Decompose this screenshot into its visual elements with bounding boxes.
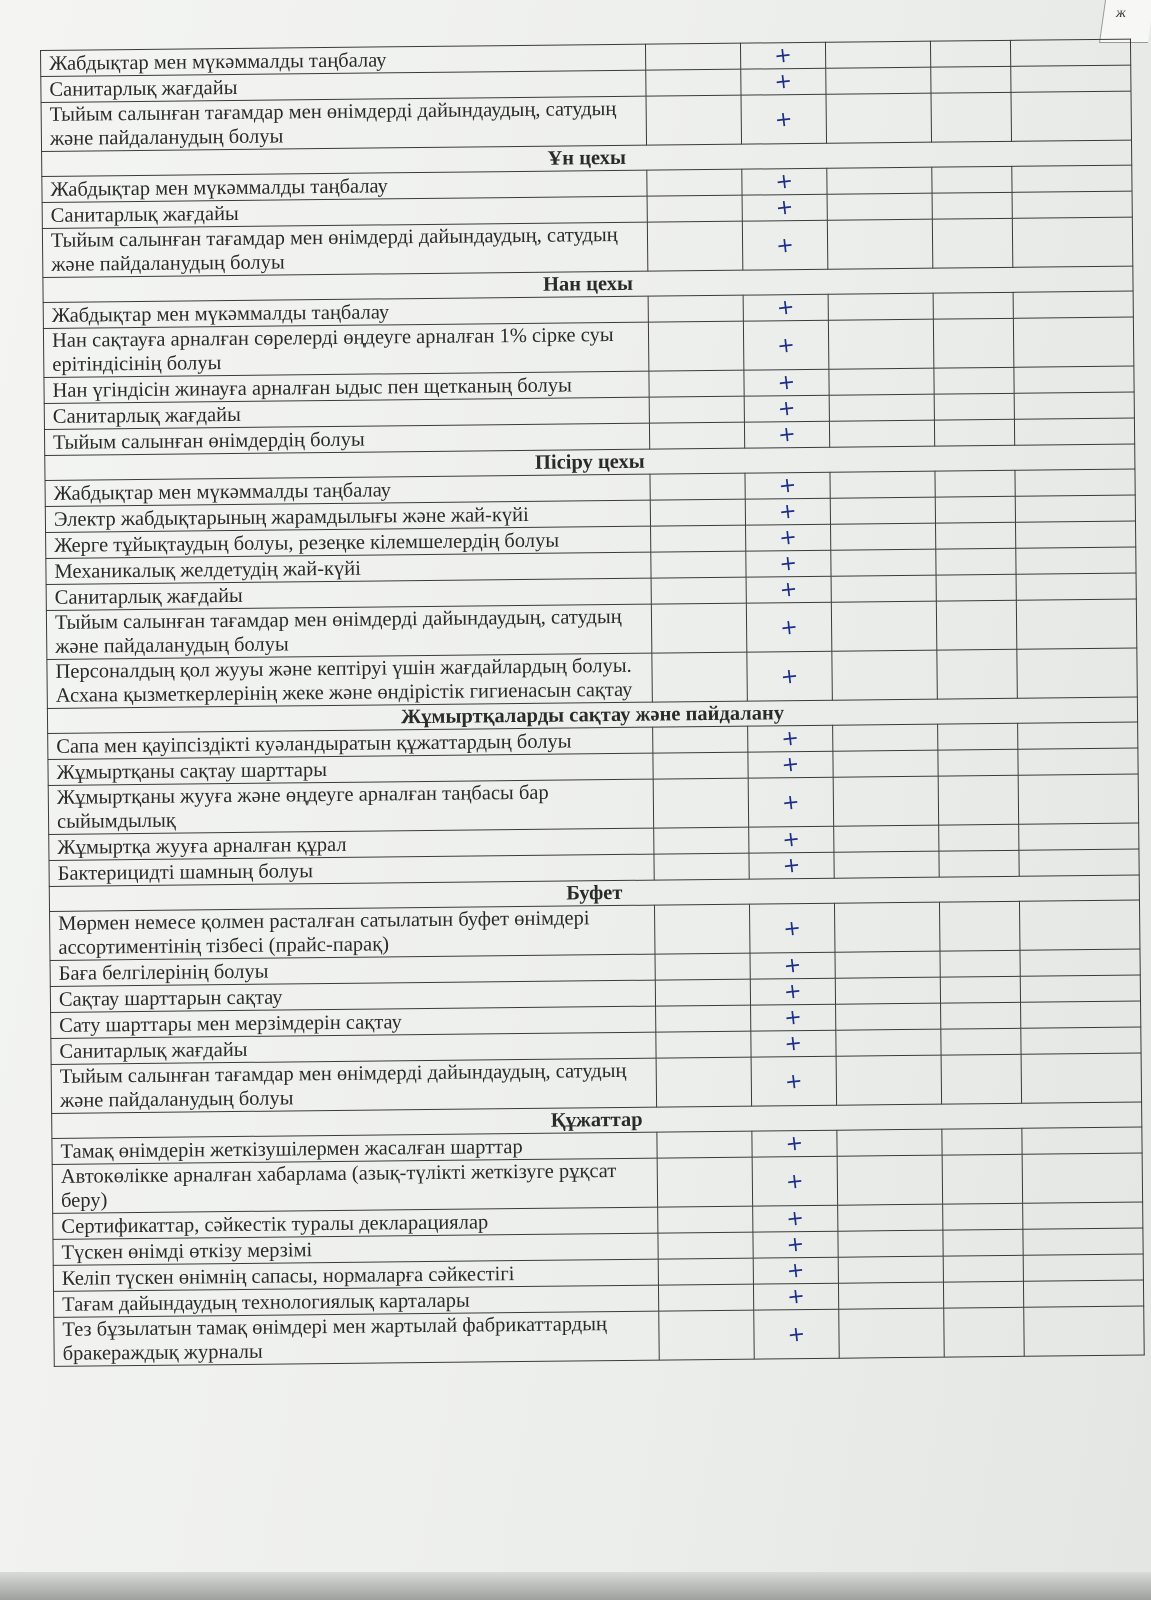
- empty-cell: [830, 497, 935, 524]
- empty-cell: [834, 851, 939, 878]
- empty-cell: [835, 951, 940, 978]
- handwritten-plus-mark: +: [775, 294, 796, 321]
- empty-cell: [939, 901, 1020, 951]
- empty-cell: [1012, 165, 1132, 192]
- empty-cell: [838, 1204, 943, 1231]
- empty-cell: [1011, 65, 1131, 92]
- empty-cell: [651, 551, 746, 578]
- empty-cell: [654, 904, 750, 954]
- empty-cell: [828, 293, 933, 320]
- empty-cell: [937, 649, 1018, 699]
- empty-cell: [656, 1005, 751, 1032]
- empty-cell: [836, 1003, 941, 1030]
- compliance-cell: [747, 651, 833, 701]
- requirement-text: Тыйым салынған тағамдар мен өнімдерді дайындаудың, сатудың және пайдаланудың болуы: [41, 96, 646, 151]
- handwritten-plus-mark: +: [780, 725, 801, 752]
- empty-cell: [647, 169, 742, 196]
- empty-cell: [1023, 1280, 1143, 1307]
- compliance-cell: [746, 602, 832, 652]
- empty-cell: [1010, 39, 1130, 66]
- requirement-text: Тыйым салынған тағамдар мен өнімдерді дайындаудың, сатудың және пайдаланудың болуы: [46, 604, 651, 659]
- compliance-cell: [750, 978, 835, 1005]
- handwritten-plus-mark: +: [786, 1320, 807, 1347]
- handwritten-plus-mark: +: [780, 788, 802, 815]
- handwritten-plus-mark: +: [781, 852, 802, 879]
- handwritten-plus-mark: +: [784, 1167, 805, 1194]
- empty-cell: [839, 1308, 945, 1358]
- empty-cell: [838, 1230, 943, 1257]
- handwritten-plus-mark: +: [776, 395, 797, 422]
- compliance-cell: [751, 1030, 836, 1057]
- handwritten-plus-mark: +: [785, 1257, 806, 1284]
- requirement-text: Санитарлық жағдайы: [41, 70, 646, 102]
- handwritten-plus-mark: +: [772, 42, 794, 69]
- empty-cell: [825, 41, 930, 68]
- compliance-cell: [742, 168, 827, 195]
- empty-cell: [940, 976, 1020, 1003]
- empty-cell: [833, 724, 938, 751]
- handwritten-plus-mark: +: [782, 978, 804, 1005]
- empty-cell: [942, 1128, 1022, 1155]
- requirement-text: Тағам дайындаудың технологиялық карталары: [54, 1285, 659, 1317]
- empty-cell: [939, 850, 1019, 877]
- empty-cell: [829, 420, 934, 447]
- empty-cell: [830, 471, 935, 498]
- requirement-text: Санитарлық жағдайы: [51, 1032, 656, 1064]
- empty-cell: [647, 221, 743, 271]
- section-title: Буфет: [49, 875, 1139, 911]
- handwritten-plus-mark: +: [778, 613, 800, 640]
- requirement-text: Бактерицидті шамның болуы: [49, 854, 654, 886]
- empty-cell: [833, 776, 939, 826]
- requirement-text: Жабдықтар мен мүкәммалды таңбалау: [42, 170, 647, 202]
- requirement-text: Электр жабдықтарының жарамдылығы және жай-күйі: [45, 500, 650, 532]
- compliance-cell: [751, 1004, 836, 1031]
- empty-cell: [1018, 722, 1138, 749]
- compliance-cell: [740, 42, 825, 69]
- compliance-cell: [750, 952, 835, 979]
- compliance-cell: [745, 472, 830, 499]
- adjacent-page-corner: [1099, 0, 1151, 43]
- compliance-cell: [753, 1257, 838, 1284]
- handwritten-plus-mark: +: [782, 952, 803, 979]
- empty-cell: [936, 600, 1017, 650]
- requirement-text: Персоналдың қол жууы және кептіруі үшін жағдайлардың болуы. Асхана қызметкерлерінің жеке және өндірістік гигиенасын сақтау: [47, 653, 652, 708]
- empty-cell: [653, 778, 749, 828]
- empty-cell: [1023, 1202, 1143, 1229]
- empty-cell: [943, 1281, 1023, 1308]
- empty-cell: [1016, 547, 1136, 574]
- empty-cell: [938, 775, 1019, 825]
- handwritten-plus-mark: +: [784, 1130, 805, 1157]
- empty-cell: [1016, 573, 1136, 600]
- empty-cell: [935, 496, 1015, 523]
- handwritten-plus-mark: +: [783, 1067, 804, 1094]
- empty-cell: [654, 853, 749, 880]
- empty-cell: [1019, 900, 1140, 950]
- compliance-cell: [744, 421, 829, 448]
- empty-cell: [1018, 774, 1139, 824]
- empty-cell: [1013, 317, 1134, 367]
- empty-cell: [936, 522, 1016, 549]
- section-title: Жұмыртқаларды сақтау және пайдалану: [47, 697, 1137, 733]
- handwritten-plus-mark: +: [778, 576, 799, 603]
- empty-cell: [655, 953, 750, 980]
- empty-cell: [646, 69, 741, 96]
- requirement-text: Келіп түскен өнімнің сапасы, нормаларға сәйкестігі: [53, 1259, 658, 1291]
- empty-cell: [1021, 1001, 1141, 1028]
- empty-cell: [1023, 1228, 1143, 1255]
- empty-cell: [651, 525, 746, 552]
- empty-cell: [938, 749, 1018, 776]
- empty-cell: [934, 419, 1014, 446]
- empty-cell: [933, 318, 1014, 368]
- requirement-text: Нан үгіндісін жинауға арналған ыдыс пен щетканың болуы: [44, 371, 649, 403]
- compliance-cell: [748, 725, 833, 752]
- checklist-sheet: [40, 39, 1144, 1367]
- empty-cell: [1023, 1254, 1143, 1281]
- empty-cell: [934, 393, 1014, 420]
- empty-cell: [1014, 366, 1134, 393]
- compliance-cell: [748, 777, 834, 827]
- empty-cell: [653, 752, 748, 779]
- empty-cell: [1015, 521, 1135, 548]
- checklist-rows: [41, 39, 1145, 1366]
- section-title: Пісіру цехы: [45, 444, 1135, 480]
- empty-cell: [1019, 849, 1139, 876]
- handwritten-plus-mark: +: [777, 472, 798, 499]
- empty-cell: [930, 40, 1010, 67]
- compliance-cell: [744, 395, 829, 422]
- empty-cell: [651, 577, 746, 604]
- empty-cell: [1020, 975, 1140, 1002]
- requirement-text: Тыйым салынған тағамдар мен өнімдерді дайындаудың, сатудың және пайдаланудың болуы: [42, 222, 647, 277]
- empty-cell: [657, 1131, 752, 1158]
- empty-cell: [1011, 91, 1132, 141]
- section-title: Нан цехы: [43, 266, 1133, 302]
- empty-cell: [838, 1282, 943, 1309]
- empty-cell: [943, 1255, 1023, 1282]
- compliance-cell: [748, 751, 833, 778]
- empty-cell: [834, 825, 939, 852]
- requirement-text: Санитарлық жағдайы: [42, 196, 647, 228]
- compliance-cell: [754, 1309, 840, 1359]
- empty-cell: [936, 574, 1016, 601]
- empty-cell: [942, 1154, 1023, 1204]
- empty-cell: [658, 1258, 753, 1285]
- empty-cell: [1014, 392, 1134, 419]
- empty-cell: [1015, 495, 1135, 522]
- requirement-text: Сақтау шарттарын сақтау: [50, 980, 655, 1012]
- requirement-text: Сату шарттары мен мерзімдерін сақтау: [51, 1006, 656, 1038]
- handwritten-plus-mark: +: [773, 68, 794, 95]
- empty-cell: [832, 650, 938, 700]
- photo-edge-shadow: [0, 1572, 1151, 1600]
- handwritten-plus-mark: +: [777, 498, 798, 525]
- handwritten-plus-mark: +: [781, 826, 802, 853]
- compliance-cell: [749, 826, 834, 853]
- requirement-text: Түскен өнімді өткізу мерзімі: [53, 1233, 658, 1265]
- handwritten-plus-mark: +: [774, 231, 796, 258]
- empty-cell: [658, 1232, 753, 1259]
- empty-cell: [1021, 1053, 1142, 1103]
- empty-cell: [941, 1002, 1021, 1029]
- empty-cell: [933, 292, 1013, 319]
- handwritten-plus-mark: +: [782, 914, 803, 941]
- empty-cell: [932, 218, 1013, 268]
- compliance-cell: [753, 1231, 838, 1258]
- handwritten-plus-mark: +: [783, 1030, 804, 1057]
- empty-cell: [1012, 217, 1133, 267]
- empty-cell: [647, 195, 742, 222]
- empty-cell: [827, 193, 932, 220]
- empty-cell: [826, 93, 932, 143]
- handwritten-plus-mark: +: [774, 168, 795, 195]
- empty-cell: [833, 750, 938, 777]
- requirement-text: Тыйым салынған өнімдердің болуы: [44, 423, 649, 455]
- requirement-text: Жұмыртқа жууға арналған құрал: [49, 828, 654, 860]
- empty-cell: [658, 1206, 753, 1233]
- requirement-text: Тыйым салынған тағамдар мен өнімдерді дайындаудың, сатудың және пайдаланудың болуы: [51, 1058, 656, 1113]
- empty-cell: [831, 575, 936, 602]
- handwritten-plus-mark: +: [780, 751, 801, 778]
- handwritten-plus-mark: +: [783, 1004, 804, 1031]
- empty-cell: [649, 370, 744, 397]
- handwritten-plus-mark: +: [775, 331, 797, 358]
- compliance-cell: [744, 369, 829, 396]
- empty-cell: [828, 319, 934, 369]
- section-title: Құжаттар: [52, 1102, 1142, 1138]
- empty-cell: [658, 1284, 753, 1311]
- empty-cell: [831, 549, 936, 576]
- requirement-text: Мөрмен немесе қолмен расталған сатылатын буфет өнімдері ассортиментінің тізбесі (прайс-парақ): [50, 905, 655, 960]
- compliance-cell: [746, 576, 831, 603]
- handwritten-plus-mark: +: [773, 105, 794, 132]
- requirement-text: Сапа мен қауіпсіздікті куәландыратын құжаттардың болуы: [48, 727, 653, 759]
- empty-cell: [836, 1055, 942, 1105]
- requirement-text: Жабдықтар мен мүкәммалды таңбалау: [45, 474, 650, 506]
- requirement-text: Жабдықтар мен мүкәммалды таңбалау: [41, 44, 646, 76]
- requirement-text: Санитарлық жағдайы: [44, 397, 649, 429]
- empty-cell: [829, 394, 934, 421]
- empty-cell: [659, 1310, 755, 1360]
- handwritten-plus-mark: +: [785, 1283, 807, 1310]
- empty-cell: [645, 43, 740, 70]
- empty-cell: [1015, 469, 1135, 496]
- compliance-cell: [742, 220, 828, 270]
- empty-cell: [836, 1029, 941, 1056]
- empty-cell: [654, 827, 749, 854]
- empty-cell: [831, 523, 936, 550]
- empty-cell: [938, 723, 1018, 750]
- empty-cell: [653, 726, 748, 753]
- empty-cell: [827, 219, 933, 269]
- handwritten-plus-mark: +: [779, 662, 800, 689]
- empty-cell: [834, 902, 940, 952]
- empty-cell: [649, 396, 744, 423]
- empty-cell: [648, 321, 744, 371]
- empty-cell: [931, 66, 1011, 93]
- requirement-text: Жұмыртқаны сақтау шарттары: [48, 753, 653, 785]
- empty-cell: [657, 1157, 753, 1207]
- empty-cell: [649, 422, 744, 449]
- empty-cell: [838, 1256, 943, 1283]
- empty-cell: [935, 470, 1015, 497]
- compliance-cell: [749, 903, 835, 953]
- empty-cell: [1012, 191, 1132, 218]
- requirement-text: Жұмыртқаны жууға және өңдеуге арналған таңбасы бар сыйымдылық: [48, 779, 653, 834]
- empty-cell: [826, 67, 931, 94]
- empty-cell: [1022, 1127, 1142, 1154]
- empty-cell: [650, 499, 745, 526]
- empty-cell: [656, 1031, 751, 1058]
- empty-cell: [646, 95, 742, 145]
- section-title: Ұн цехы: [42, 140, 1132, 176]
- handwritten-plus-mark: +: [778, 550, 799, 577]
- empty-cell: [936, 548, 1016, 575]
- empty-cell: [1017, 648, 1138, 698]
- compliance-cell: [752, 1130, 837, 1157]
- corner-text: ж: [1115, 6, 1127, 21]
- requirement-text: Санитарлық жағдайы: [46, 578, 651, 610]
- compliance-cell: [751, 1056, 837, 1106]
- compliance-cell: [753, 1205, 838, 1232]
- empty-cell: [939, 824, 1019, 851]
- empty-cell: [1016, 599, 1137, 649]
- compliance-cell: [742, 194, 827, 221]
- compliance-cell: [753, 1283, 838, 1310]
- empty-cell: [1019, 823, 1139, 850]
- compliance-cell: [741, 94, 827, 144]
- empty-cell: [941, 1028, 1021, 1055]
- empty-cell: [651, 603, 747, 653]
- handwritten-plus-mark: +: [778, 524, 799, 551]
- compliance-cell: [746, 550, 831, 577]
- empty-cell: [648, 295, 743, 322]
- empty-cell: [932, 192, 1012, 219]
- requirement-text: Тамақ өнімдерін жеткізушілермен жасалған шарттар: [52, 1132, 657, 1164]
- empty-cell: [1024, 1306, 1145, 1356]
- handwritten-plus-mark: +: [785, 1205, 806, 1232]
- requirement-text: Баға белгілерінің болуы: [50, 954, 655, 986]
- handwritten-plus-mark: +: [776, 421, 798, 448]
- empty-cell: [944, 1307, 1025, 1357]
- empty-cell: [650, 473, 745, 500]
- requirement-text: Тез бұзылатын тамақ өнімдері мен жартылай фабрикаттардың бракераждық журналы: [54, 1311, 659, 1366]
- requirement-text: Жерге тұйықтаудың болуы, резеңке кілемшелердің болуы: [46, 526, 651, 558]
- handwritten-plus-mark: +: [776, 369, 797, 396]
- empty-cell: [1022, 1153, 1143, 1203]
- compliance-cell: [746, 524, 831, 551]
- handwritten-plus-mark: +: [774, 194, 795, 221]
- compliance-cell: [749, 852, 834, 879]
- compliance-cell: [741, 68, 826, 95]
- empty-cell: [1013, 291, 1133, 318]
- requirement-text: Автокөлікке арналған хабарлама (азық-түлікті жеткізуге рұқсат беру): [52, 1158, 657, 1213]
- empty-cell: [1021, 1027, 1141, 1054]
- empty-cell: [831, 601, 937, 651]
- empty-cell: [829, 368, 934, 395]
- empty-cell: [827, 167, 932, 194]
- requirement-text: Механикалық желдетудің жай-күйі: [46, 552, 651, 584]
- empty-cell: [941, 1054, 1022, 1104]
- requirement-text: Нан сақтауға арналған сөрелерді өңдеуге арналған 1% сірке суы ерітіндісінің болуы: [43, 322, 648, 377]
- checklist-table: [40, 39, 1145, 1367]
- empty-cell: [943, 1203, 1023, 1230]
- empty-cell: [652, 652, 748, 702]
- empty-cell: [656, 1057, 752, 1107]
- empty-cell: [934, 367, 1014, 394]
- requirement-text: Сертификаттар, сәйкестік туралы декларациялар: [53, 1207, 658, 1239]
- empty-cell: [931, 92, 1012, 142]
- empty-cell: [1018, 748, 1138, 775]
- empty-cell: [940, 950, 1020, 977]
- empty-cell: [943, 1229, 1023, 1256]
- compliance-cell: [745, 498, 830, 525]
- empty-cell: [932, 166, 1012, 193]
- compliance-cell: [752, 1156, 838, 1206]
- empty-cell: [837, 1155, 943, 1205]
- handwritten-plus-mark: +: [785, 1231, 806, 1258]
- compliance-cell: [743, 320, 829, 370]
- empty-cell: [655, 979, 750, 1006]
- empty-cell: [1020, 949, 1140, 976]
- compliance-cell: [743, 294, 828, 321]
- requirement-text: Жабдықтар мен мүкәммалды таңбалау: [43, 296, 648, 328]
- empty-cell: [1014, 418, 1134, 445]
- empty-cell: [837, 1129, 942, 1156]
- empty-cell: [835, 977, 940, 1004]
